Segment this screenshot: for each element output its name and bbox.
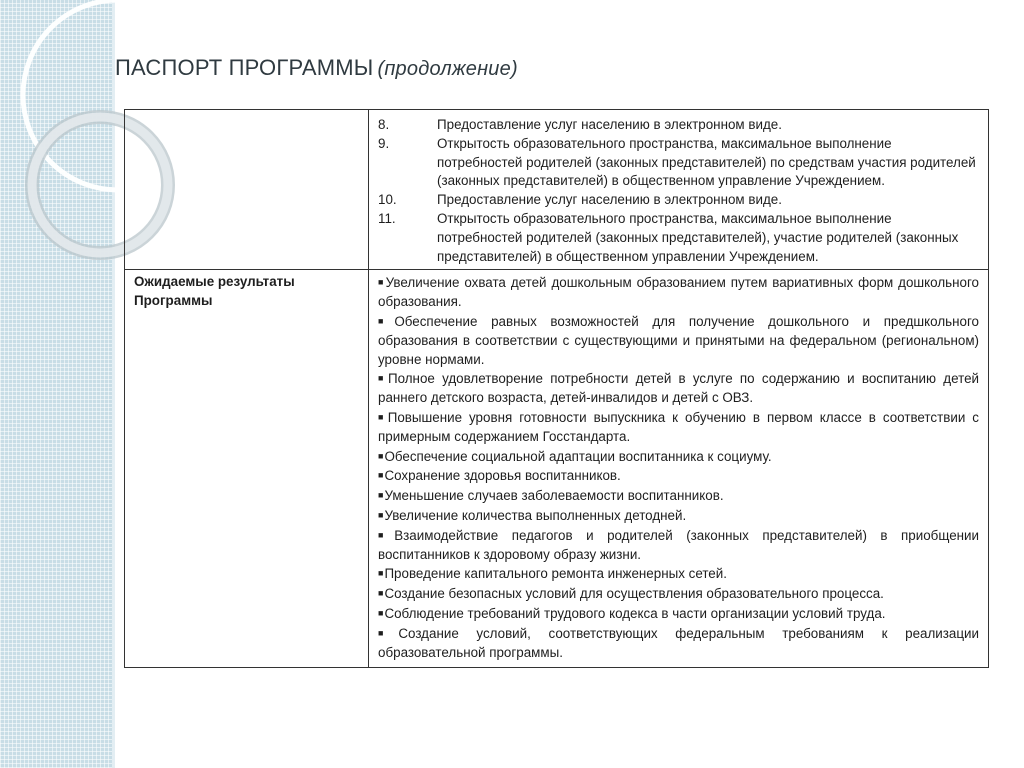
bullet-item [378,624,979,663]
square-bullet-icon: ■ [378,315,394,326]
bullet-text: Обеспечение социальной адаптации воспитанника к социуму. [384,448,772,464]
square-bullet-icon: ■ [378,568,384,579]
bullet-text: Повышение уровня готовности выпускника к обучению в первом классе в соответствии с примерным содержанием Госстандарта. [378,409,979,444]
numbered-item [378,116,979,135]
row2-label-cell: Ожидаемые результаты Программы [125,270,369,668]
item-text: Предоставление услуг населению в электронном виде. [437,117,782,132]
item-number: 8. [378,117,390,132]
square-bullet-icon: ■ [378,450,384,461]
numbered-item [378,191,979,210]
slide-title [115,55,518,81]
bullet-text: Соблюдение требований трудового кодекса в части организации условий труда. [384,605,886,621]
bullet-text: Полное удовлетворение потребности детей в услуге по содержанию и воспитанию детей раннего детского возраста, детей-инвалидов и детей с ОВЗ. [378,371,980,406]
numbered-item [378,135,979,191]
square-bullet-icon: ■ [378,277,385,288]
bullet-text: Взаимодействие педагогов и родителей (законных представителей) в приобщении воспитанников к здоровому образу жизни. [378,527,980,562]
row1-label-cell [125,110,369,270]
item-text: Открытость образовательного пространства, максимальное выполнение потребностей родителей (законных представителей) по средствам участия родителей (законных представителей) в общественном управление Учреждением. [437,135,976,189]
bullet-item [378,408,979,447]
bullet-item [378,506,979,526]
item-text: Предоставление услуг населению в электронном виде. [437,192,782,208]
square-bullet-icon: ■ [378,627,398,638]
item-number: 11. [378,210,396,226]
bullet-item [378,584,979,604]
bullet-item [378,466,979,486]
square-bullet-icon: ■ [378,490,384,501]
slide-title-continuation: (продолжение) [377,58,518,80]
numbered-item [378,210,979,266]
bullet-text: Проведение капитального ремонта инженерных сетей. [384,566,727,582]
bullet-text: Создание безопасных условий для осуществления образовательного процесса. [384,586,884,602]
bullet-item [378,369,979,408]
square-bullet-icon: ■ [378,529,394,540]
bullet-text: Сохранение здоровья воспитанников. [384,468,621,484]
bullet-item [378,447,979,467]
table-row [125,270,989,668]
square-bullet-icon: ■ [378,588,384,599]
bullet-item [378,273,979,312]
item-number: 10. [378,192,397,208]
bullet-item [378,526,979,565]
bullet-text: Увеличение количества выполненных детодней. [384,507,687,523]
item-text: Открытость образовательного пространства, максимальное выполнение потребностей родителей (законных представителей), участие родителей (законных представителей) в общественном управлении Учреждением. [437,210,959,264]
bullet-item [378,604,979,624]
square-bullet-icon: ■ [378,509,384,520]
square-bullet-icon: ■ [378,607,384,618]
passport-table [124,109,989,668]
square-bullet-icon: ■ [378,470,384,481]
bullet-text: Обеспечение равных возможностей для получение дошкольного и предшкольного образования в соответствии с существующими и принятыми на федеральном (региональном) уровне нормами. [378,313,979,367]
table-row [125,110,989,270]
item-number: 9. [378,135,390,151]
row2-content-cell [369,270,989,668]
square-bullet-icon: ■ [378,373,387,384]
bullet-text: Уменьшение случаев заболеваемости воспитанников. [384,488,724,504]
row1-content-cell [369,110,989,270]
slide-title-main: ПАСПОРТ ПРОГРАММЫ [115,55,374,80]
bullet-text: Увеличение охвата детей дошкольным образованием путем вариативных форм дошкольного образования. [378,275,980,310]
bullet-text: Создание условий, соответствующих федеральным требованиям к реализации образовательной программы. [378,625,980,660]
bullet-item [378,564,979,584]
bullet-item [378,486,979,506]
bullet-item [378,312,979,369]
square-bullet-icon: ■ [378,411,387,422]
